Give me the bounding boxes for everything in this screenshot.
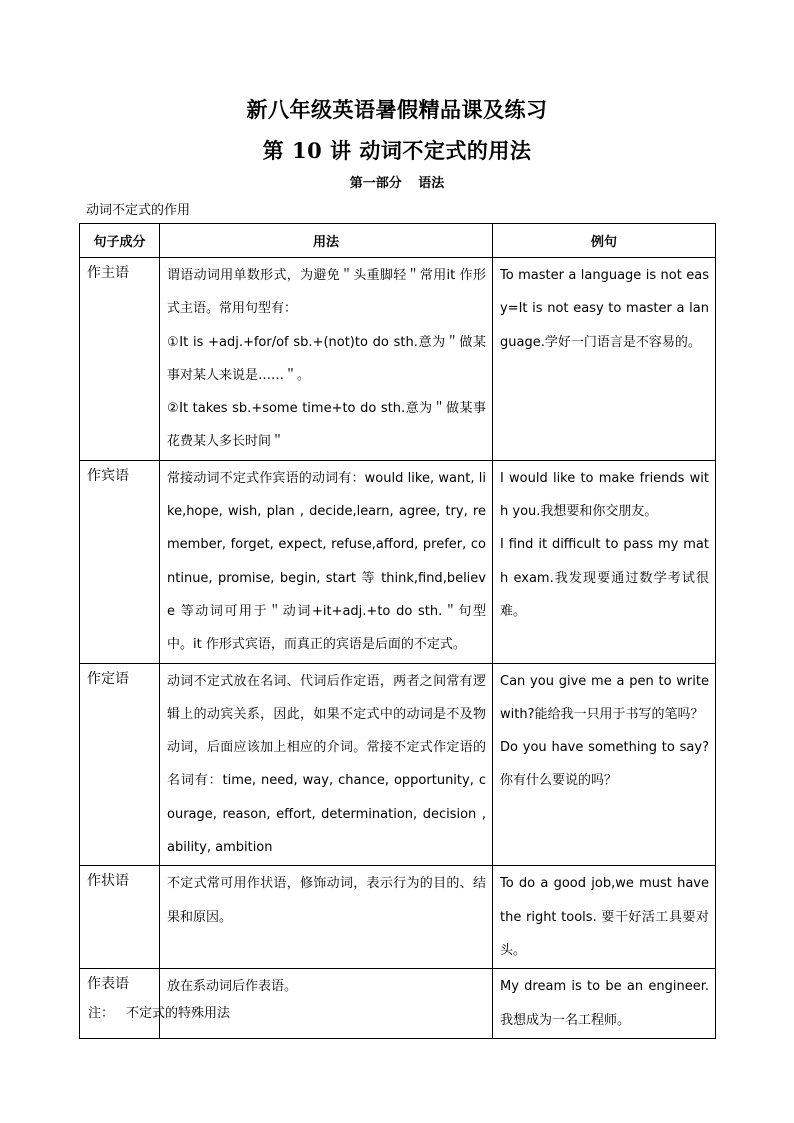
example-text: To master a language is not easy=It is not easy to master a language.学好一门语言是不容易的。 bbox=[500, 268, 709, 350]
example-text: To do a good job,we must have the right tools. 要干好活工具要对头。 bbox=[500, 876, 709, 958]
header-role: 句子成分 bbox=[80, 224, 160, 258]
usage-text: ②It takes sb.+some time+to do sth.意为＂做某事花费某人多长时间＂ bbox=[167, 401, 486, 450]
example-cell bbox=[493, 969, 716, 1039]
part-heading bbox=[0, 172, 794, 191]
note-text: 不定式的特殊用法 bbox=[126, 1006, 231, 1021]
role-cell: 作宾语 bbox=[80, 460, 160, 663]
role-cell: 作状语 bbox=[80, 866, 160, 969]
lesson-title: 第 10 讲 动词不定式的用法 bbox=[262, 138, 532, 163]
example-text: Can you give me a pen to write with?能给我一只用于书写的笔吗？ bbox=[500, 673, 709, 722]
usage-cell bbox=[160, 866, 493, 969]
example-cell bbox=[493, 460, 716, 663]
table-row bbox=[80, 663, 716, 866]
note-label: 注： bbox=[88, 1006, 115, 1021]
role-cell: 作定语 bbox=[80, 663, 160, 866]
example-cell bbox=[493, 866, 716, 969]
example-cell bbox=[493, 663, 716, 866]
example-text: I would like to make friends with you.我想要和你交朋友。 bbox=[500, 470, 709, 520]
usage-cell bbox=[160, 663, 493, 866]
usage-text: 不定式常可用作状语，修饰动词，表示行为的目的、结果和原因。 bbox=[167, 876, 486, 925]
usage-text: 常接动词不定式作宾语的动词有：would like, want, like,hope, wish, plan , decide,learn, agree, try, remember, forget, expect, refuse,afford, prefer, continue, promise, begin, start 等 think,find,believe 等动词可用于＂动词+it+adj.+to do sth.＂句型中。it 作形式宾语，而真正的宾语是后面的不定式。 bbox=[167, 470, 486, 653]
grammar-table bbox=[79, 223, 716, 1039]
usage-cell bbox=[160, 460, 493, 663]
usage-cell bbox=[160, 258, 493, 461]
footnote bbox=[88, 1002, 242, 1021]
table-row bbox=[80, 258, 716, 461]
part-number: 第一部分 bbox=[349, 176, 402, 191]
document-title: 新八年级英语暑假精品课及练习 bbox=[246, 97, 548, 122]
usage-text: 放在系动词后作表语。 bbox=[167, 979, 298, 995]
role-cell: 作表语 bbox=[80, 969, 160, 1039]
part-name: 语法 bbox=[418, 176, 445, 191]
table-header-row bbox=[80, 224, 716, 258]
table-row bbox=[80, 460, 716, 663]
section-label: 动词不定式的作用 bbox=[86, 203, 191, 218]
header-usage: 用法 bbox=[160, 224, 493, 258]
role-cell: 作主语 bbox=[80, 258, 160, 461]
example-text: I find it difficult to pass my math exam.我发现要通过数学考试很难。 bbox=[500, 537, 709, 619]
usage-text: 动词不定式放在名词、代词后作定语，两者之间常有逻辑上的动宾关系，因此，如果不定式中的动词是不及物动词，后面应该加上相应的介词。常接不定式作定语的名词有：time, need, way, chance, opportunity, courage, reason, effort, determination, decision ,ability, ambition bbox=[167, 673, 486, 856]
header-example: 例句 bbox=[493, 224, 716, 258]
example-text: Do you have something to say?你有什么要说的吗？ bbox=[500, 740, 709, 789]
example-cell bbox=[493, 258, 716, 461]
example-text: My dream is to be an engineer.我想成为一名工程师。 bbox=[500, 979, 709, 1028]
table-row bbox=[80, 866, 716, 969]
usage-text: ①It is +adj.+for/of sb.+(not)to do sth.意为＂做某事对某人来说是……＂。 bbox=[167, 334, 486, 383]
usage-text: 谓语动词用单数形式，为避免＂头重脚轻＂常用it 作形式主语。常用句型有： bbox=[167, 268, 486, 317]
